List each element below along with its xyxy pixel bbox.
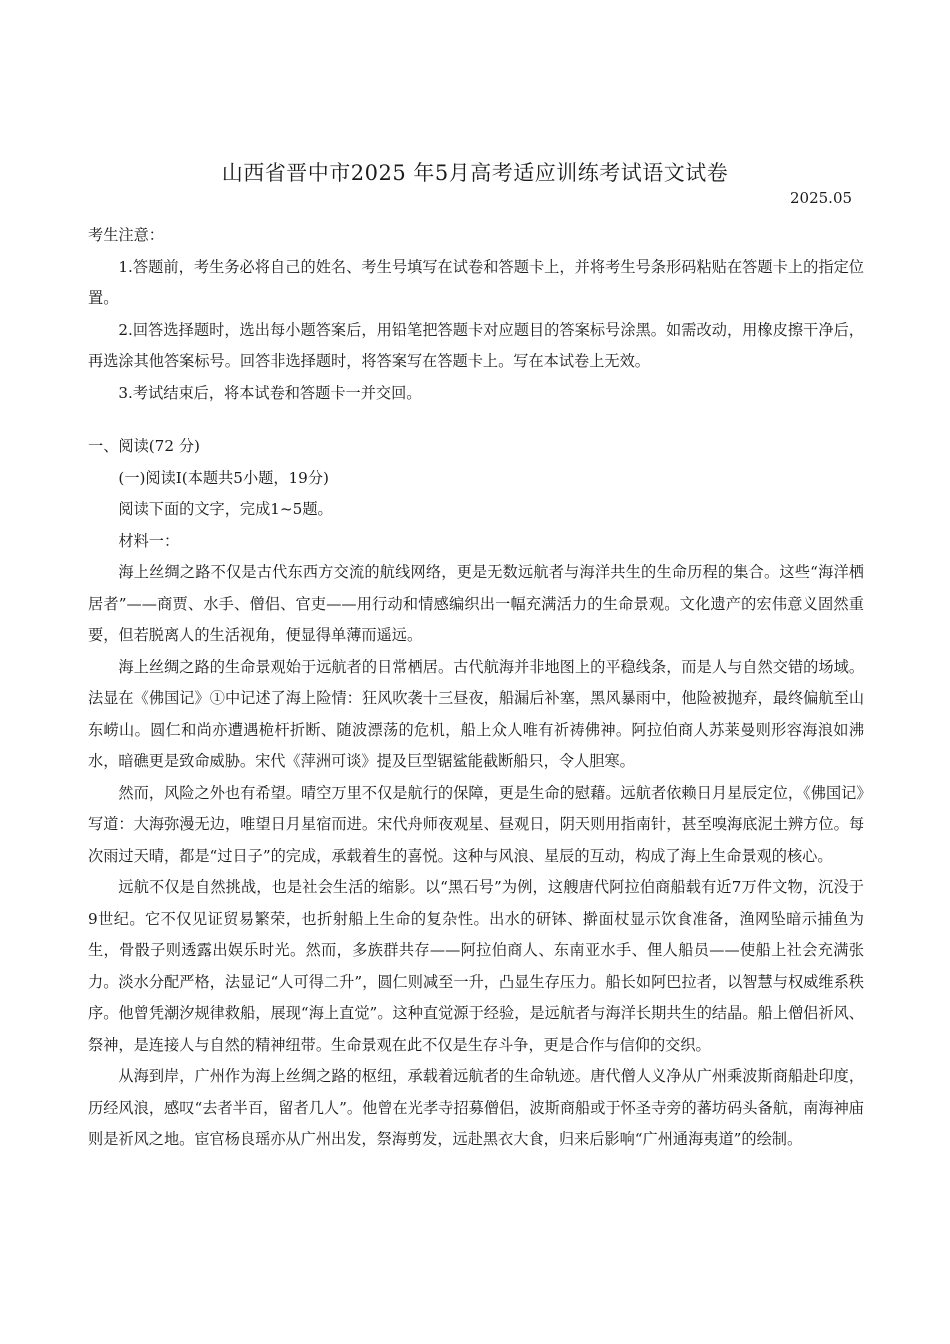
section-heading: 一、阅读(72 分) xyxy=(88,437,200,455)
instruction: 阅读下面的文字，完成1~5题。 xyxy=(118,500,333,518)
paragraph: 海上丝绸之路不仅是古代东西方交流的航线网络，更是无数远航者与海洋共生的生命历程的集合。这些“海洋栖居者”——商贾、水手、僧侣、官吏——用行动和情感编织出一幅充满活力的生命景观。文化遗产的宏伟意义固然重要，但若脱离人的生活视角，便显得单薄而遥远。 xyxy=(88,563,864,644)
notice-item: 2.回答选择题时，选出每小题答案后，用铅笔把答题卡对应题目的答案标号涂黑。如需改动，用橡皮擦干净后，再选涂其他答案标号。回答非选择题时，将答案写在答题卡上。写在本试卷上无效。 xyxy=(88,320,864,370)
notice-heading: 考生注意： xyxy=(88,226,164,244)
paragraph: 远航不仅是自然挑战，也是社会生活的缩影。以“黑石号”为例，这艘唐代阿拉伯商船载有近7万件文物，沉没于9世纪。它不仅见证贸易繁荣，也折射船上生命的复杂性。出水的研钵、擀面杖显示饮食准备，渔网坠暗示捕鱼为生，骨骰子则透露出娱乐时光。然而，多族群共存——阿拉伯商人、东南亚水手、俚人船员——使船上社会充满张力。淡水分配严格，法显记“人可得二升”，圆仁则减至一升，凸显生存压力。船长如阿巴拉者，以智慧与权威维系秩序。他曾凭潮汐规律救船，展现“海上直觉”。这种直觉源于经验，是远航者与海洋长期共生的结晶。船上僧侣祈风、祭神，是连接人与自然的精神纽带。生命景观在此不仅是生存斗争，更是合作与信仰的交织。 xyxy=(88,878,864,1054)
material-label: 材料一： xyxy=(118,531,180,550)
paragraph: 海上丝绸之路的生命景观始于远航者的日常栖居。古代航海并非地图上的平稳线条，而是人与自然交错的场域。法显在《佛国记》①中记述了海上险情：狂风吹袭十三昼夜，船漏后补塞，黑风暴雨中，他险被抛弃，最终偏航至山东崂山。圆仁和尚亦遭遇桅杆折断、随波漂荡的危机，船上众人唯有祈祷佛神。阿拉伯商人苏莱曼则形容海浪如沸水，暗礁更是致命威胁。宋代《萍洲可谈》提及巨型锯鲨能截断船只，令人胆寒。 xyxy=(88,657,864,770)
paragraph: 然而，风险之外也有希望。晴空万里不仅是航行的保障，更是生命的慰藉。远航者依赖日月星辰定位，《佛国记》写道：大海弥漫无边，唯望日月星宿而进。宋代舟师夜观星、昼观日，阴天则用指南针，甚至嗅海底泥土辨方位。每次雨过天晴，都是“过日子”的完成，承载着生的喜悦。这种与风浪、星辰的互动，构成了海上生命景观的核心。 xyxy=(88,783,864,865)
document-body xyxy=(88,220,864,1156)
exam-date: 2025.05 xyxy=(790,189,853,207)
notice-item: 3.考试结束后，将本试卷和答题卡一并交回。 xyxy=(118,383,422,402)
page-title: 山西省晋中市2025 年5月高考适应训练考试语文试卷 xyxy=(221,161,729,185)
sub-heading: (一)阅读Ⅰ(本题共5小题，19分) xyxy=(118,468,329,487)
notice-item: 1.答题前，考生务必将自己的姓名、考生号填写在试卷和答题卡上，并将考生号条形码粘贴在答题卡上的指定位置。 xyxy=(88,257,864,307)
paragraph: 从海到岸，广州作为海上丝绸之路的枢纽，承载着远航者的生命轨迹。唐代僧人义净从广州乘波斯商船赴印度，历经风浪，感叹“去者半百，留者几人”。他曾在光孝寺招募僧侣，波斯商船或于怀圣寺旁的蕃坊码头备航，南海神庙则是祈风之地。宦官杨良瑶亦从广州出发，祭海剪发，远赴黑衣大食，归来后影响“广州通海夷道”的绘制。 xyxy=(88,1067,864,1148)
spacer xyxy=(88,409,864,431)
